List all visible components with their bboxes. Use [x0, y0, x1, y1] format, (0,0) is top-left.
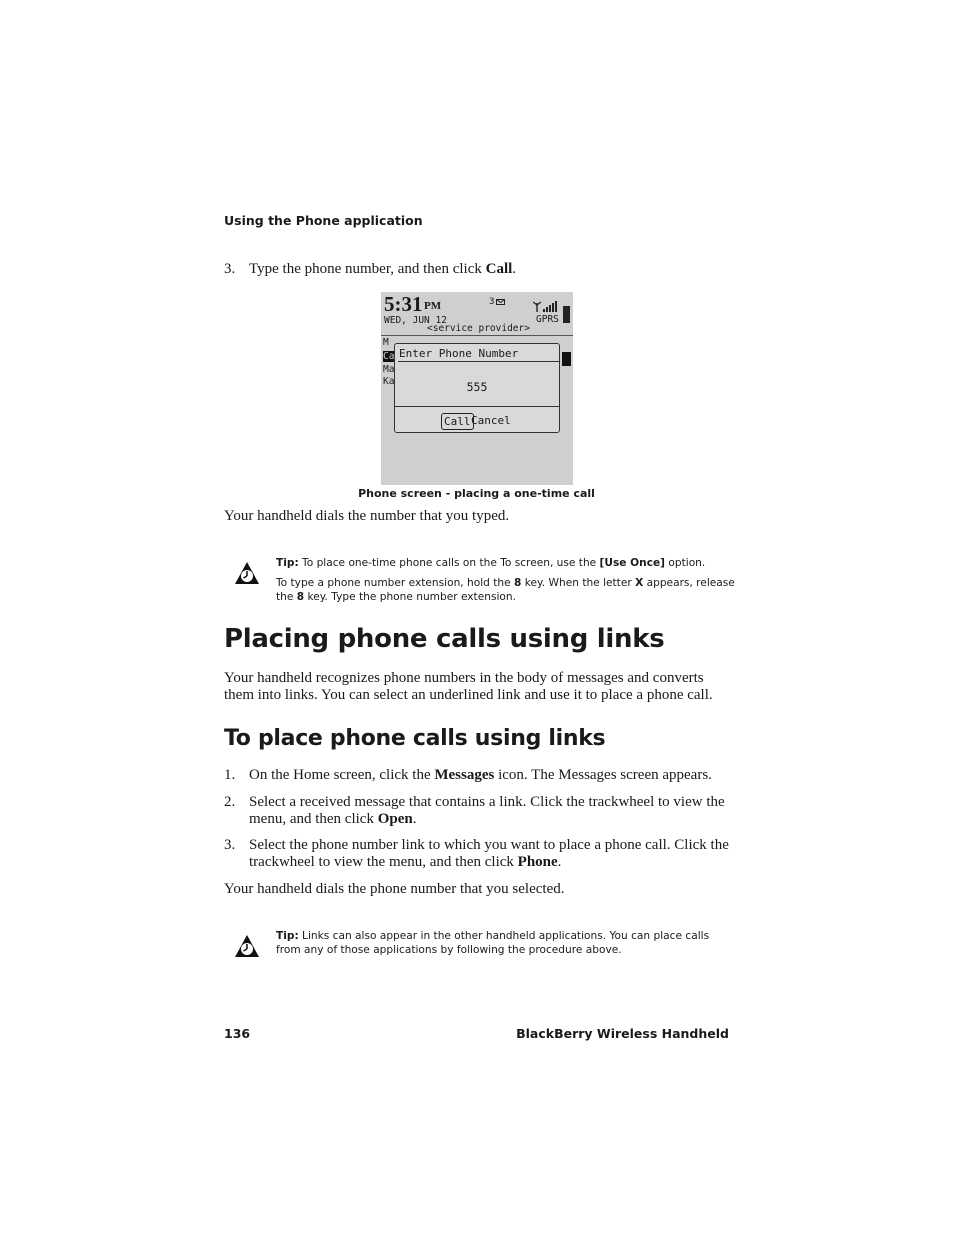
step-text-part: . — [412, 811, 417, 827]
envelope-icon — [496, 299, 505, 305]
phone-clock: 5:31 — [384, 292, 423, 316]
tip-label: Tip: — [276, 557, 299, 569]
background-list-item: M — [383, 337, 389, 348]
step-keyword: Messages — [434, 767, 495, 783]
tip-line — [276, 576, 736, 604]
tip-label: Tip: — [276, 930, 299, 942]
step-text — [249, 794, 734, 828]
step-text — [249, 767, 734, 784]
phone-number-input[interactable]: 555 — [466, 380, 488, 394]
dialog-divider — [395, 406, 559, 407]
tip-keyword: 8 — [296, 591, 305, 603]
service-provider: <service provider> — [427, 323, 530, 334]
tip-line — [276, 556, 736, 570]
scroll-indicator — [562, 352, 571, 366]
procedure-heading: To place phone calls using links — [224, 726, 606, 751]
step-text-part: icon. The Messages screen appears. — [494, 767, 712, 783]
cancel-button[interactable]: Cancel — [471, 414, 511, 427]
tip-keyword: 8 — [514, 577, 522, 589]
step-number: 2. — [224, 794, 236, 810]
phone-date: WED, JUN 12 — [384, 315, 447, 326]
running-header: Using the Phone application — [224, 213, 423, 228]
dials-selected-text: Your handheld dials the phone number that you selected. — [224, 881, 565, 897]
enter-phone-number-dialog — [394, 343, 560, 433]
footer-book-title: BlackBerry Wireless Handheld — [516, 1026, 729, 1041]
step-text-part: Select the phone number link to which you want to place a phone call. Click the trackwheel to view the menu, and then click — [249, 837, 729, 870]
phone-ampm: PM — [424, 300, 442, 312]
step-number: 1. — [224, 767, 236, 783]
background-list-item: Ka — [383, 376, 395, 387]
step-text-part: . — [512, 261, 517, 277]
tip-text-part: key. Type the phone number extension. — [304, 591, 516, 603]
tip-keyword: X — [635, 577, 644, 589]
step-keyword: Call — [485, 261, 513, 277]
figure-caption: Phone screen - placing a one-time call — [358, 487, 595, 500]
battery-icon — [563, 306, 570, 323]
tip-icon — [234, 561, 260, 585]
tip-text-part: option. — [665, 557, 706, 569]
call-button[interactable]: Call — [441, 413, 474, 430]
step-text — [249, 837, 734, 871]
tip-text-part: Links can also appear in the other handheld applications. You can place calls from any of those applications by following the procedure above. — [276, 930, 710, 956]
step-text — [249, 261, 734, 278]
background-list-item: Ca — [383, 351, 395, 362]
signal-strength-icon — [533, 301, 561, 313]
tip-line — [276, 929, 736, 957]
section-heading: Placing phone calls using links — [224, 624, 665, 654]
tip-keyword: [Use Once] — [599, 557, 666, 569]
dialog-title: Enter Phone Number — [398, 345, 560, 362]
step-text-part: Type the phone number, and then click — [249, 261, 486, 277]
background-list-item: Ma — [383, 364, 395, 375]
tip-text-part: appears, release the — [276, 577, 735, 603]
page-number: 136 — [224, 1026, 251, 1041]
tip-text-part: To type a phone number extension, hold the — [276, 577, 515, 589]
step-keyword: Open — [377, 811, 413, 827]
step-text-part: . — [557, 854, 562, 870]
dials-typed-text: Your handheld dials the number that you typed. — [224, 508, 510, 524]
tip-icon — [234, 934, 260, 958]
step-text-part: On the Home screen, click the — [249, 767, 435, 783]
step-keyword: Phone — [517, 854, 558, 870]
tip-note — [276, 929, 736, 957]
step-number: 3. — [224, 837, 236, 853]
intro-paragraph: Your handheld recognizes phone numbers in the body of messages and converts them into links. You can select an underlined link and use it to place a phone call. — [224, 670, 713, 703]
message-count: 3 — [489, 297, 495, 307]
tip-note — [276, 556, 736, 604]
step-text-part: Select a received message that contains a link. Click the trackwheel to view the menu, and then click — [249, 794, 725, 827]
status-divider — [381, 335, 573, 336]
tip-text-part: key. When the letter — [521, 577, 636, 589]
tip-text-part: To place one-time phone calls on the To screen, use the — [298, 557, 600, 569]
phone-screenshot — [381, 292, 573, 485]
network-type: GPRS — [536, 314, 559, 325]
step-number: 3. — [224, 261, 236, 277]
